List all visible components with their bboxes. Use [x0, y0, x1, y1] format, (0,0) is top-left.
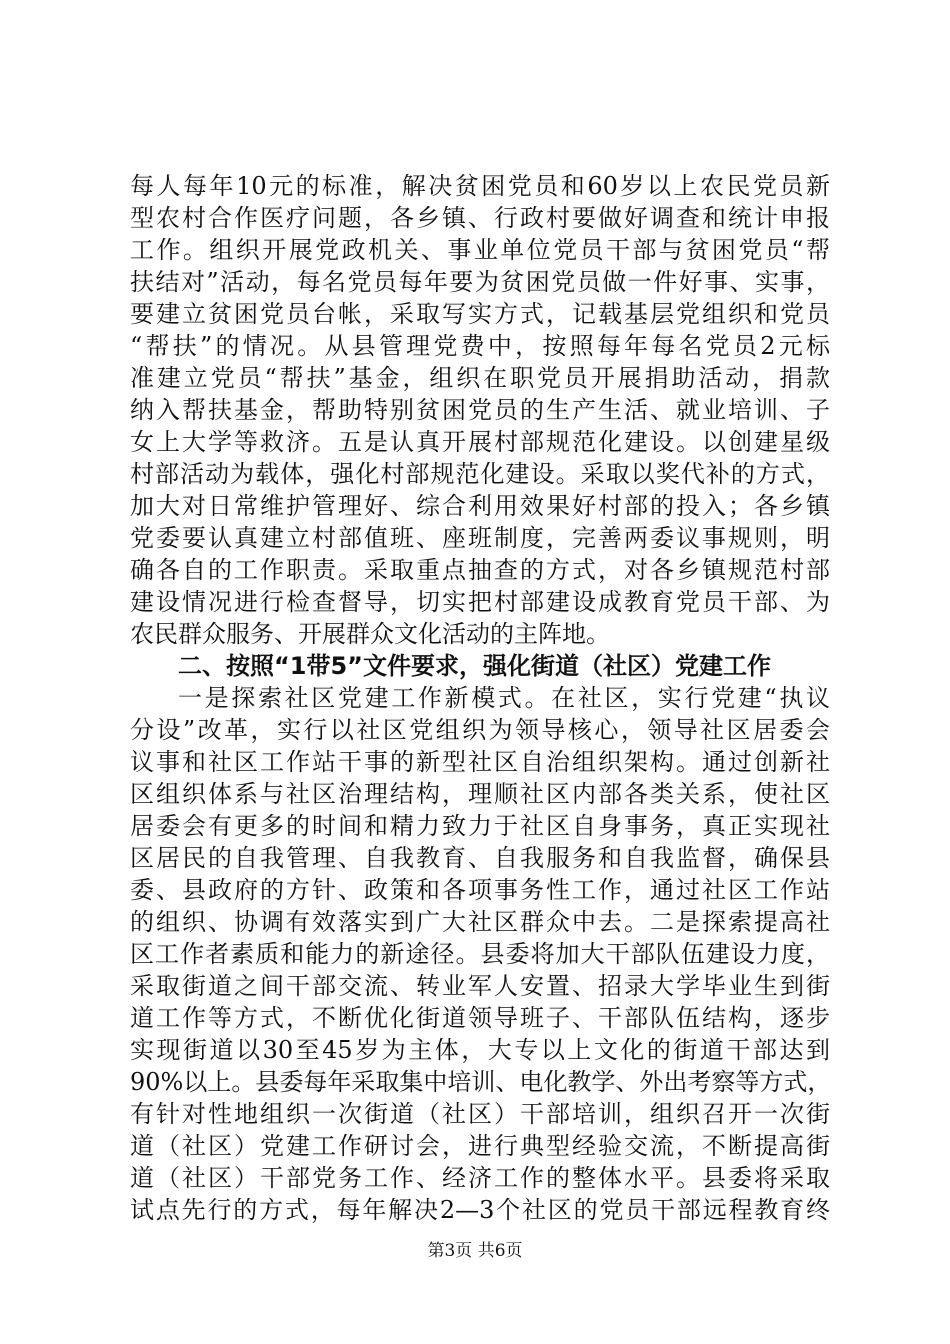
text-line: 试点先行的方式，每年解决2—3个社区的党员干部远程教育终 — [130, 1196, 830, 1224]
text-line: 确各自的工作职责。采取重点抽查的方式，对各乡镇规范村部 — [130, 556, 830, 584]
text-line: 型农村合作医疗问题，各乡镇、行政村要做好调查和统计申报 — [130, 204, 830, 232]
text-line: 实现街道以30至45岁为主体，大专以上文化的街道干部达到 — [130, 1036, 830, 1064]
text-line: 要建立贫困党员台帐，采取写实方式，记载基层党组织和党员 — [130, 300, 830, 328]
text-line: 议事和社区工作站干事的新型社区自治组织架构。通过创新社 — [130, 748, 830, 776]
text-line: 区居民的自我管理、自我教育、自我服务和自我监督，确保县 — [130, 844, 830, 872]
text-line: 委、县政府的方针、政策和各项事务性工作，通过社区工作站 — [130, 876, 830, 904]
text-line: 道（社区）干部党务工作、经济工作的整体水平。县委将采取 — [130, 1164, 830, 1192]
text-line: 扶结对”活动，每名党员每年要为贫困党员做一件好事、实事， — [130, 268, 830, 296]
text-line: 纳入帮扶基金，帮助特别贫困党员的生产生活、就业培训、子 — [130, 396, 830, 424]
text-line: 女上大学等救济。五是认真开展村部规范化建设。以创建星级 — [130, 428, 830, 456]
text-line: 加大对日常维护管理好、综合利用效果好村部的投入；各乡镇 — [130, 492, 830, 520]
text-line: 90%以上。县委每年采取集中培训、电化教学、外出考察等方式， — [130, 1068, 832, 1096]
text-line: 党委要认真建立村部值班、座班制度，完善两委议事规则，明 — [130, 524, 830, 552]
page-number-footer: 第3页 共6页 — [427, 1241, 523, 1261]
text-line: “帮扶”的情况。从县管理党费中，按照每年每名党员2元标 — [130, 332, 830, 360]
text-line: 工作。组织开展党政机关、事业单位党员干部与贫困党员“帮 — [130, 236, 830, 264]
text-line: 道工作等方式，不断优化街道领导班子、干部队伍结构，逐步 — [130, 1004, 830, 1032]
text-line: 农民群众服务、开展群众文化活动的主阵地。 — [130, 620, 610, 648]
text-line: 建设情况进行检查督导，切实把村部建设成教育党员干部、为 — [130, 588, 830, 616]
text-line: 村部活动为载体，强化村部规范化建设。采取以奖代补的方式， — [130, 460, 830, 488]
text-line: 准建立党员“帮扶”基金，组织在职党员开展捐助活动，捐款 — [130, 364, 830, 392]
text-line: 有针对性地组织一次街道（社区）干部培训，组织召开一次街 — [130, 1100, 830, 1128]
text-line: 分设”改革，实行以社区党组织为领导核心，领导社区居委会 — [130, 716, 830, 744]
text-line: 区组织体系与社区治理结构，理顺社区内部各类关系，使社区 — [130, 780, 830, 808]
text-line: 的组织、协调有效落实到广大社区群众中去。二是探索提高社 — [130, 908, 830, 936]
text-line: 区工作者素质和能力的新途径。县委将加大干部队伍建设力度， — [130, 940, 830, 968]
text-line: 居委会有更多的时间和精力致力于社区自身事务，真正实现社 — [130, 812, 830, 840]
section-heading: 二、按照“1带5”文件要求，强化街道（社区）党建工作 — [178, 652, 771, 680]
text-line: 每人每年10元的标准，解决贫困党员和60岁以上农民党员新 — [130, 172, 830, 200]
document-body — [130, 170, 830, 1226]
text-line: 道（社区）党建工作研讨会，进行典型经验交流，不断提高街 — [130, 1132, 830, 1160]
text-line: 采取街道之间干部交流、转业军人安置、招录大学毕业生到街 — [130, 972, 830, 1000]
text-line: 一是探索社区党建工作新模式。在社区，实行党建“执议 — [178, 684, 830, 712]
